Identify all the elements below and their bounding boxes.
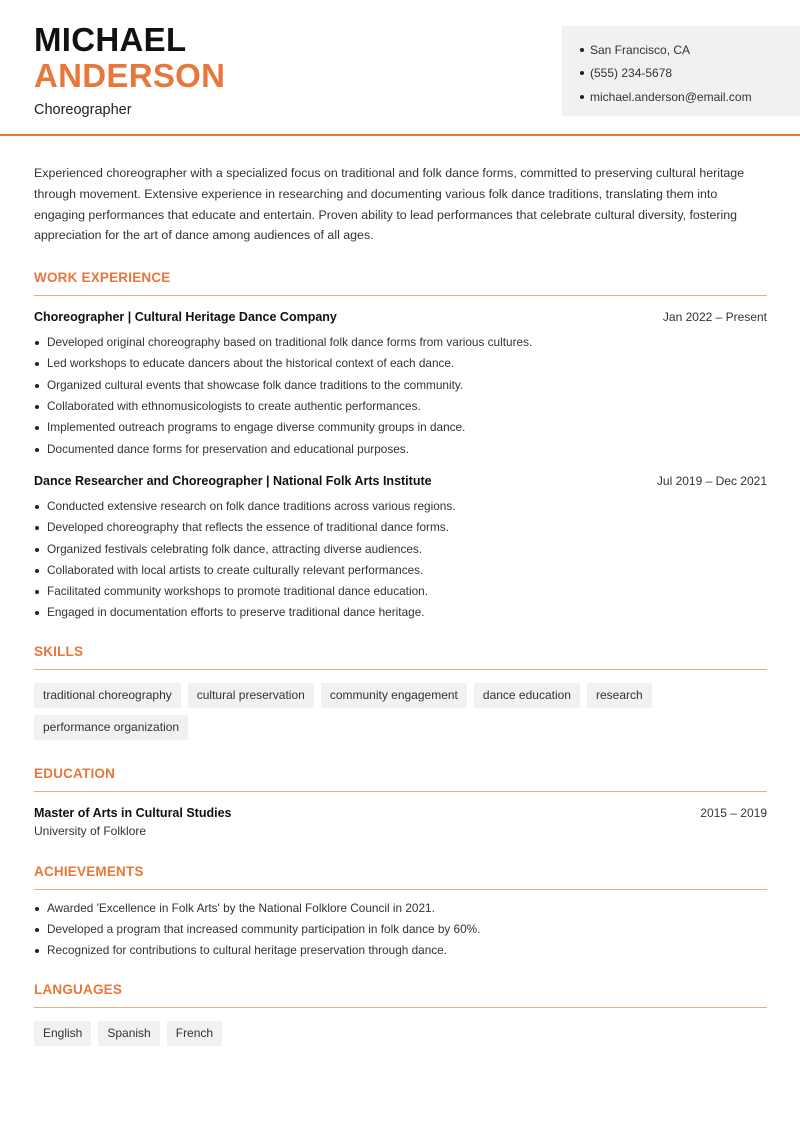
list-item: Conducted extensive research on folk dance traditions across various regions. [34,496,767,517]
language-tag: French [167,1021,222,1046]
resume-header [0,0,800,136]
skill-tag: cultural preservation [188,683,314,708]
bullet-icon [35,426,39,430]
bullet-icon [35,569,39,573]
achievement-bullets [34,898,767,962]
bullet-icon [580,48,584,52]
list-item: Recognized for contributions to cultural heritage preservation through dance. [34,940,767,961]
resume-content [0,163,800,1046]
summary-paragraph: Experienced choreographer with a specialized focus on traditional and folk dance forms, committed to preserving cultural heritage through movement. Extensive experience in researching and documenting various folk dance traditions, translating them into engaging performances that educate and entertain. Proven ability to lead performances that celebrate cultural diversity, fostering appreciation for the art of dance among audiences of all ages. [34,166,745,243]
job-header [34,474,767,488]
job-entry [34,310,767,460]
list-item: Facilitated community workshops to promote traditional dance education. [34,581,767,602]
bullet-icon [35,384,39,388]
bullet-icon [35,907,39,911]
list-item: Awarded 'Excellence in Folk Arts' by the National Folklore Council in 2021. [34,898,767,919]
bullet-icon [580,71,584,75]
bullet-icon [35,341,39,345]
last-name: ANDERSON [34,57,226,94]
job-date: Jul 2019 – Dec 2021 [656,473,767,488]
language-tag: Spanish [98,1021,159,1046]
bullet-icon [35,405,39,409]
education-header [34,806,767,820]
name-block [34,22,225,118]
list-item: Collaborated with local artists to create culturally relevant performances. [34,560,767,581]
education-date: 2015 – 2019 [700,805,767,820]
bullet-icon [35,548,39,552]
section-title-skills: SKILLS [34,644,767,670]
job-title: Choreographer [34,102,132,118]
contact-phone [580,62,800,86]
location-text: San Francisco, CA [590,42,691,57]
bullet-icon [35,505,39,509]
job-bullets [34,496,767,624]
education-entry [34,806,767,838]
list-item: Collaborated with ethnomusicologists to create authentic performances. [34,396,767,417]
job-role: Choreographer | Cultural Heritage Dance Company [34,310,337,325]
language-tag: English [34,1021,91,1046]
job-header [34,310,767,324]
job-bullets [34,332,767,460]
skill-tag: research [587,683,652,708]
list-item: Developed a program that increased community participation in folk dance by 60%. [34,919,767,940]
section-title-education: EDUCATION [34,766,767,792]
education-school: University of Folklore [34,823,147,838]
language-tags [34,1021,767,1046]
job-date: Jan 2022 – Present [662,310,767,325]
job-role: Dance Researcher and Choreographer | National Folk Arts Institute [34,473,432,488]
list-item: Organized festivals celebrating folk dance, attracting diverse audiences. [34,539,767,560]
skill-tag: dance education [474,683,580,708]
skill-tag: performance organization [34,715,188,740]
list-item: Organized cultural events that showcase folk dance traditions to the community. [34,375,767,396]
skills-tags [34,683,767,740]
first-name: MICHAEL [34,21,187,58]
section-title-work: WORK EXPERIENCE [34,270,767,296]
contact-location [580,38,800,62]
education-degree: Master of Arts in Cultural Studies [34,805,232,820]
bullet-icon [580,95,584,99]
contact-box [562,26,800,116]
bullet-icon [35,448,39,452]
skill-tag: community engagement [321,683,467,708]
list-item: Implemented outreach programs to engage diverse community groups in dance. [34,417,767,438]
job-entry [34,474,767,624]
list-item: Engaged in documentation efforts to preserve traditional dance heritage. [34,602,767,623]
list-item: Documented dance forms for preservation and educational purposes. [34,439,767,460]
bullet-icon [35,362,39,366]
list-item: Led workshops to educate dancers about the historical context of each dance. [34,353,767,374]
bullet-icon [35,590,39,594]
section-title-achievements: ACHIEVEMENTS [34,864,767,890]
bullet-icon [35,928,39,932]
bullet-icon [35,611,39,615]
list-item: Developed choreography that reflects the essence of traditional dance forms. [34,517,767,538]
skill-tag: traditional choreography [34,683,181,708]
contact-email [580,85,800,109]
section-title-languages: LANGUAGES [34,982,767,1008]
bullet-icon [35,526,39,530]
bullet-icon [35,949,39,953]
phone-text: (555) 234-5678 [590,66,673,81]
email-text: michael.anderson@email.com [590,89,752,104]
list-item: Developed original choreography based on traditional folk dance forms from various cultures. [34,332,767,353]
